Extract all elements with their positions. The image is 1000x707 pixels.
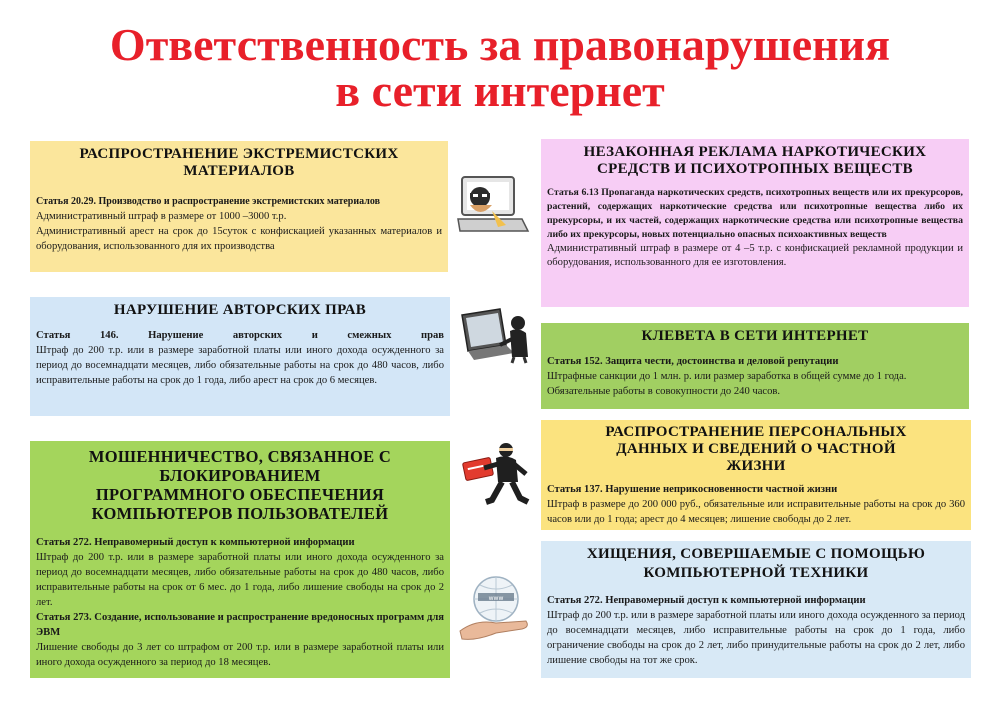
poster-title — [0, 19, 1000, 116]
article-title: Статья 146. Нарушение авторских и смежных прав — [36, 330, 444, 341]
card-slander — [541, 323, 969, 409]
article-text: Штраф в размере до 200 000 руб., обязательные или исправительные работы на срок до 360 часов или до 1 года; арест до 4 месяцев; лишение свободы до 2 лет. — [547, 499, 965, 525]
article-text: Административный штраф в размере от 4 –5 т.р. с конфискацией рекламной продукции и оборудования, использованного для ее изготовления. — [547, 243, 963, 268]
article-title: Статья 273. Создание, использование и распространение вредоносных программ для ЭВМ — [36, 612, 444, 638]
article-text: Административный штраф в размере от 1000 –3000 т.р. — [36, 211, 287, 222]
hacker-laptop-icon — [456, 175, 532, 237]
card-heading: НЕЗАКОННАЯ РЕКЛАМА НАРКОТИЧЕСКИХ СРЕДСТВ И ПСИХОТРОПНЫХ ВЕЩЕСТВ — [583, 144, 927, 177]
article-title: Статья 272. Неправомерный доступ к компьютерной информации — [36, 537, 355, 548]
card-heading: РАСПРОСТРАНЕНИЕ ЭКСТРЕМИСТСКИХ МАТЕРИАЛОВ — [79, 146, 399, 179]
card-heading: МОШЕННИЧЕСТВО, СВЯЗАННОЕ С БЛОКИРОВАНИЕМ ПРОГРАММНОГО ОБЕСПЕЧЕНИЯ КОМПЬЮТЕРОВ ПОЛЬЗОВАТЕЛЕЙ — [88, 447, 392, 523]
thief-card-icon — [458, 440, 534, 512]
article-title: Статья 152. Защита чести, достоинства и деловой репутации — [547, 356, 839, 367]
article-text: Штрафные санкции до 1 млн. р. или размер заработка в общей сумме до 1 года. Обязательные работы в совокупности до 240 часов. — [547, 371, 907, 397]
article-title: Статья 137. Нарушение неприкосновенности частной жизни — [547, 484, 838, 495]
web-globe-hand-icon — [456, 571, 534, 643]
card-drugs — [541, 139, 969, 307]
card-heading: НАРУШЕНИЕ АВТОРСКИХ ПРАВ — [113, 302, 367, 318]
svg-text:www: www — [488, 595, 504, 602]
article-text: Штраф до 200 т.р. или в размере заработной платы или иного дохода осужденного за период до восемнадцати месяцев, либо обязательные работы на срок до 480 часов, либо исправительные работы на срок до 1 года, либо арест на срок до 6 месяцев. — [36, 345, 444, 386]
card-heading: РАСПРОСТРАНЕНИЕ ПЕРСОНАЛЬНЫХ ДАННЫХ И СВЕДЕНИЙ О ЧАСТНОЙ ЖИЗНИ — [605, 424, 907, 474]
card-heading: КЛЕВЕТА В СЕТИ ИНТЕРНЕТ — [641, 328, 869, 344]
article-title: Статья 6.13 Пропаганда наркотических средств, психотропных веществ или их прекурсоров, растений, содержащих наркотические средства или психотропные вещества либо их прекурсоры, и их частей, содержащих наркотические средства или психотропные вещества либо их прекурсоры, новых потенциально опасных психоактивных веществ — [547, 187, 963, 240]
card-fraud — [30, 441, 450, 678]
article-text: Административный арест на срок до 15суток с конфискацией указанных материалов и оборудования, использованного для их производства — [36, 226, 442, 252]
article-title: Статья 20.29. Производство и распространение экстремистских материалов — [36, 196, 380, 207]
title-line-2: в сети интернет — [335, 65, 665, 116]
article-text: Лишение свободы до 3 лет со штрафом от 200 т.р. или в размере заработной платы или иного дохода осужденного за период до 18 месяцев. — [36, 642, 444, 668]
hacker-typing-icon — [458, 305, 534, 365]
card-extremism — [30, 141, 448, 272]
card-theft — [541, 541, 971, 678]
article-text: Штраф до 200 т.р. или в размере заработной платы или иного дохода осужденного за период до восемнадцати месяцев, либо обязательные работы на срок до 480 часов, либо исправительные работы на срок от 6 мес. до 1 года, либо лишение свободы на срок до 2 лет. — [36, 552, 444, 608]
card-heading: ХИЩЕНИЯ, СОВЕРШАЕМЫЕ С ПОМОЩЬЮ КОМПЬЮТЕРНОЙ ТЕХНИКИ — [586, 546, 926, 581]
article-title: Статья 272. Неправомерный доступ к компьютерной информации — [547, 595, 866, 606]
card-copyright — [30, 297, 450, 416]
title-line-1: Ответственность за правонарушения — [109, 19, 891, 70]
card-privacy — [541, 420, 971, 530]
article-text: Штраф до 200 т.р. или в размере заработной платы или иного дохода осужденного за период до восемнадцати месяцев, либо исправительные работы на срок до 1 года, либо ограничение свободы на срок до 2 лет, либо принудительные работы на срок до 2 лет, либо лишение свободы на тот же срок. — [547, 610, 965, 666]
